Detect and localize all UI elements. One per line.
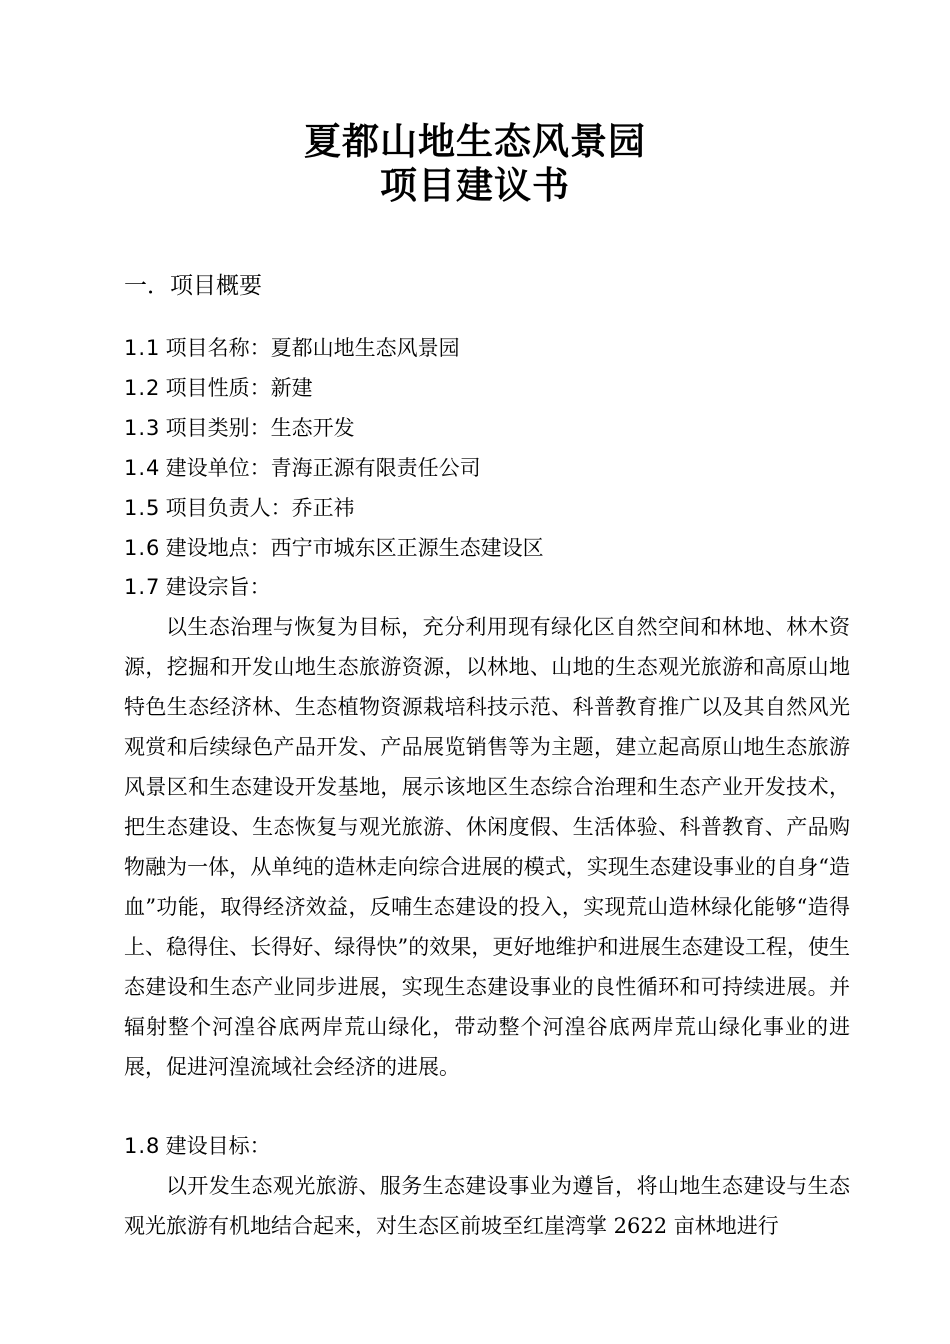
item-value: 乔正祎 [291, 496, 355, 520]
item-value: 西宁市城东区正源生态建设区 [270, 536, 544, 560]
item-value: 夏都山地生态风景园 [270, 336, 460, 360]
item-number: 1.1 [124, 336, 161, 360]
item-number: 1.8 [124, 1134, 161, 1158]
item-construction-purpose [124, 567, 271, 607]
document-title-line1: 夏都山地生态风景园 [304, 120, 646, 163]
item-label: 项目负责人： [165, 496, 292, 520]
item-construction-site [124, 528, 544, 568]
paragraph-construction-goal: 以开发生态观光旅游、服务生态建设事业为遵旨，将山地生态建设与生态观光旅游有机地结合起来，对生态区前坡至红崖湾掌 2622 亩林地进行 [124, 1174, 850, 1238]
item-label: 建设地点： [165, 536, 271, 560]
item-label: 建设目标： [165, 1134, 271, 1158]
item-value: 生态开发 [270, 416, 355, 440]
item-project-nature [124, 368, 313, 408]
item-label: 项目性质： [165, 376, 271, 400]
item-number: 1.6 [124, 536, 161, 560]
item-label: 建设宗旨： [165, 575, 271, 599]
document-title-line2: 项目建议书 [380, 164, 570, 207]
item-number: 1.7 [124, 575, 161, 599]
item-value: 新建 [270, 376, 313, 400]
section-heading-overview: 一．项目概要 [124, 273, 262, 299]
item-value: 青海正源有限责任公司 [270, 456, 481, 480]
item-construction-unit [124, 448, 481, 488]
item-number: 1.5 [124, 496, 161, 520]
item-project-leader [124, 488, 355, 528]
item-project-category [124, 408, 355, 448]
item-label: 建设单位： [165, 456, 271, 480]
item-number: 1.4 [124, 456, 161, 480]
item-construction-goal [124, 1126, 271, 1166]
item-number: 1.2 [124, 376, 161, 400]
paragraph-construction-purpose: 以生态治理与恢复为目标，充分利用现有绿化区自然空间和林地、林木资源，挖掘和开发山地生态旅游资源，以林地、山地的生态观光旅游和高原山地特色生态经济林、生态植物资源栽培科技示范、科普教育推广以及其自然风光观赏和后续绿色产品开发、产品展览销售等为主题，建立起高原山地生态旅游风景区和生态建设开发基地，展示该地区生态综合治理和生态产业开发技术，把生态建设、生态恢复与观光旅游、休闲度假、生活体验、科普教育、产品购物融为一体，从单纯的造林走向综合进展的模式，实现生态建设事业的自身“造血”功能，取得经济效益，反哺生态建设的投入，实现荒山造林绿化能够“造得上、稳得住、长得好、绿得快”的效果，更好地维护和进展生态建设工程，使生态建设和生态产业同步进展，实现生态建设事业的良性循环和可持续进展。并辐射整个河湟谷底两岸荒山绿化，带动整个河湟谷底两岸荒山绿化事业的进展，促进河湟流域社会经济的进展。 [124, 615, 850, 1079]
item-label: 项目类别： [165, 416, 271, 440]
item-number: 1.3 [124, 416, 161, 440]
item-label: 项目名称： [165, 336, 271, 360]
item-project-name [124, 328, 460, 368]
